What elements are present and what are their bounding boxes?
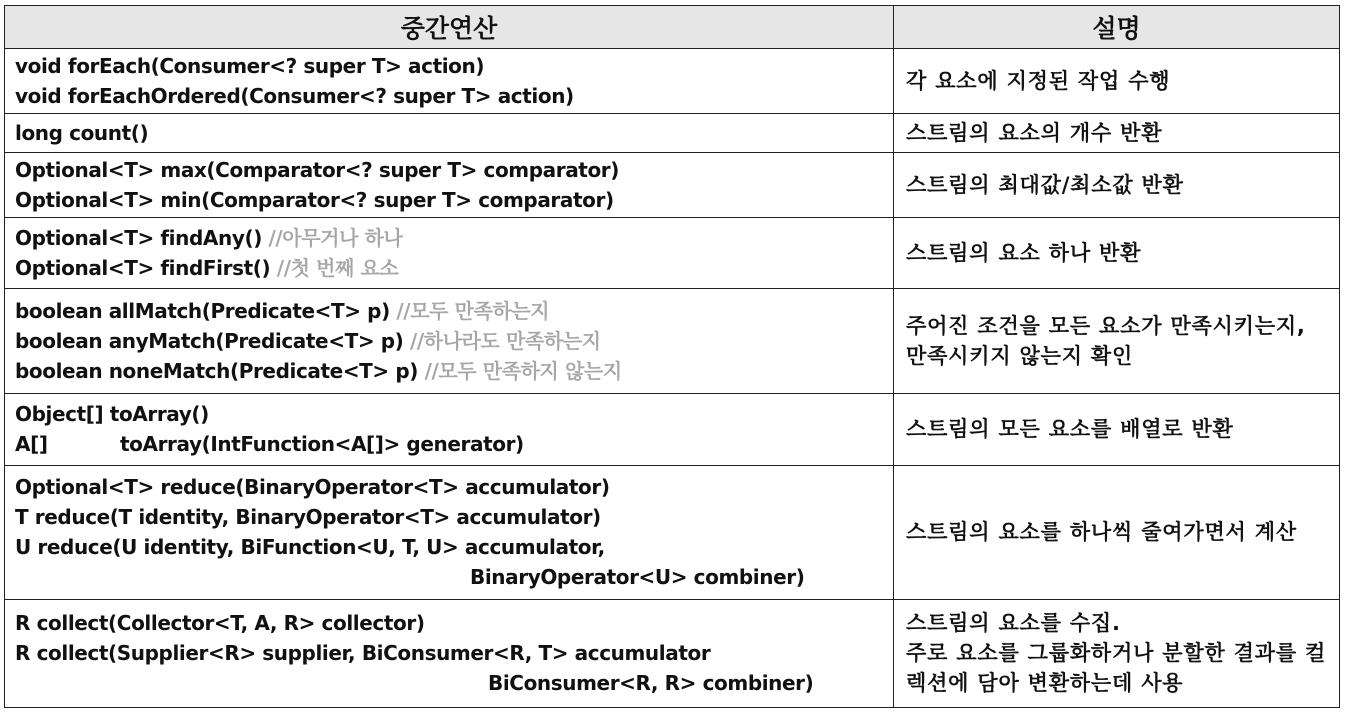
method-signature: Object[] toArray()	[15, 402, 209, 427]
method-signature: Optional<T> findFirst()	[15, 256, 277, 281]
method-signature: Optional<T> min(Comparator<? super T> comparator)	[15, 188, 614, 213]
table-row	[5, 217, 1340, 288]
method-signature: boolean allMatch(Predicate<T> p)	[15, 299, 397, 324]
code-comment: //하나라도 만족하는지	[409, 329, 601, 354]
method-cell	[5, 465, 894, 599]
method-signature: boolean noneMatch(Predicate<T> p)	[15, 359, 425, 384]
description-cell	[894, 599, 1340, 707]
table-row	[5, 113, 1340, 152]
method-signature-continuation: BinaryOperator<U> combiner)	[470, 565, 805, 590]
description-cell: 주어진 조건을 모든 요소가 만족시키는지, 만족시키지 않는지 확인	[894, 289, 1340, 394]
method-signature: R collect(Supplier<R> supplier, BiConsumer<R, T> accumulator	[15, 641, 711, 666]
table-row	[5, 599, 1340, 707]
method-cell	[5, 289, 894, 394]
method-cell	[5, 599, 894, 707]
header-description: 설명	[894, 6, 1340, 49]
method-cell	[5, 217, 894, 288]
table-row	[5, 153, 1340, 218]
code-comment: //아무거나 하나	[268, 226, 403, 251]
table-row	[5, 465, 1340, 599]
header-operation: 중간연산	[5, 6, 894, 49]
description-cell: 스트림의 최대값/최소값 반환	[894, 153, 1340, 218]
table-row	[5, 49, 1340, 114]
description-cell: 스트림의 요소를 하나씩 줄여가면서 계산	[894, 465, 1340, 599]
method-signature-continuation: BiConsumer<R, R> combiner)	[488, 671, 814, 696]
return-type: A[]	[15, 432, 48, 457]
method-signature: toArray(IntFunction<A[]> generator)	[120, 432, 524, 457]
stream-operations-table	[4, 5, 1340, 708]
description-cell: 스트림의 요소 하나 반환	[894, 217, 1340, 288]
method-signature: long count()	[15, 120, 149, 145]
method-signature: R collect(Collector<T, A, R> collector)	[15, 611, 425, 636]
method-cell	[5, 49, 894, 114]
method-cell	[5, 113, 894, 152]
method-signature: Optional<T> reduce(BinaryOperator<T> accumulator)	[15, 475, 610, 500]
description-line: 스트림의 요소를 수집.	[906, 611, 1121, 636]
table-row	[5, 394, 1340, 465]
method-signature: T reduce(T identity, BinaryOperator<T> accumulator)	[15, 505, 601, 530]
description-cell: 스트림의 요소의 개수 반환	[894, 113, 1340, 152]
table-row	[5, 289, 1340, 394]
method-cell	[5, 153, 894, 218]
method-signature: void forEachOrdered(Consumer<? super T> action)	[15, 83, 574, 108]
method-signature: Optional<T> max(Comparator<? super T> comparator)	[15, 158, 620, 183]
method-signature: boolean anyMatch(Predicate<T> p)	[15, 329, 410, 354]
method-cell	[5, 394, 894, 465]
description-line: 주로 요소를 그룹화하거나 분할한 결과를 컬렉션에 담아 변환하는데 사용	[906, 641, 1327, 696]
method-signature: U reduce(U identity, BiFunction<U, T, U> accumulator,	[15, 535, 605, 560]
method-signature: void forEach(Consumer<? super T> action)	[15, 53, 485, 78]
description-cell: 스트림의 모든 요소를 배열로 반환	[894, 394, 1340, 465]
description-cell: 각 요소에 지정된 작업 수행	[894, 49, 1340, 114]
method-signature: Optional<T> findAny()	[15, 226, 269, 251]
code-comment: //모두 만족하지 않는지	[424, 359, 622, 384]
code-comment: //모두 만족하는지	[396, 299, 550, 324]
table-header-row	[5, 6, 1340, 49]
code-comment: //첫 번째 요소	[276, 256, 399, 281]
